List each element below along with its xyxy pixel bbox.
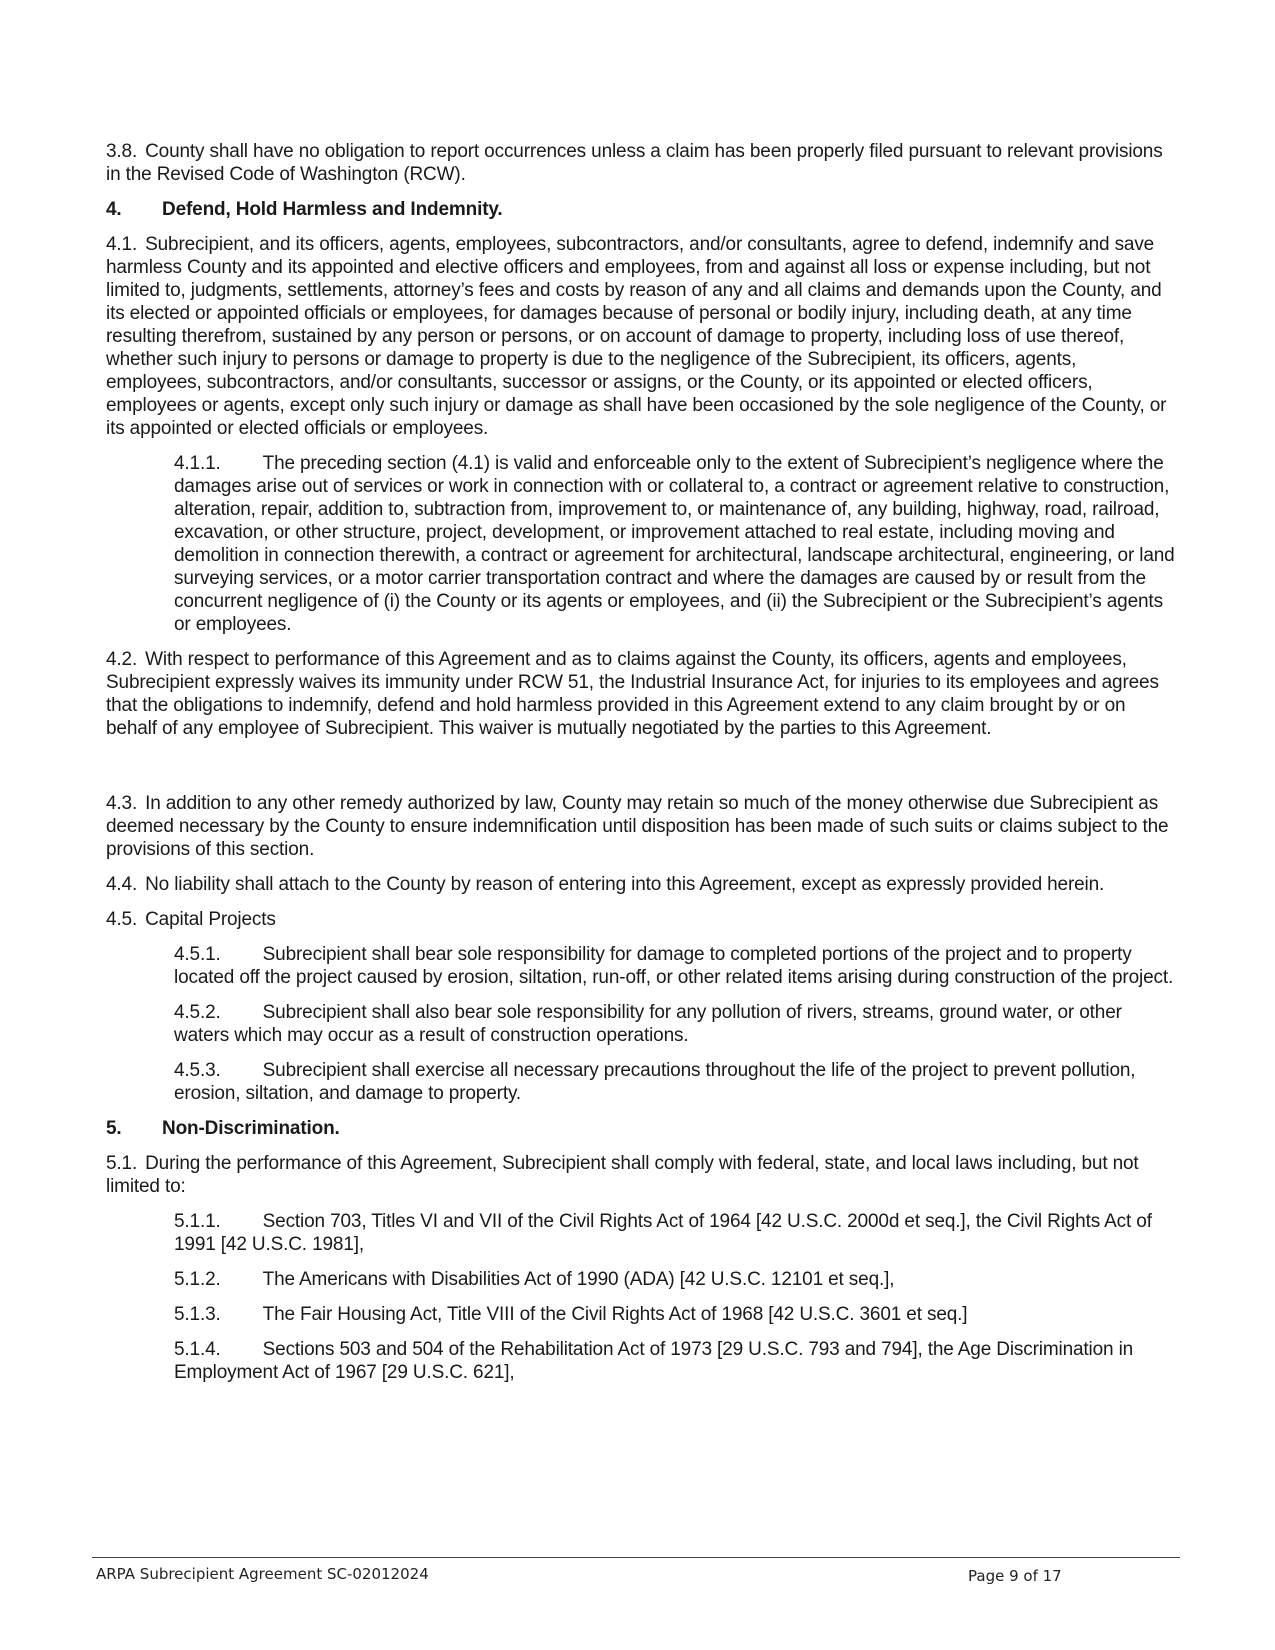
document-body [106, 140, 1176, 1396]
clause-text: During the performance of this Agreement, Subrecipient shall comply with federal, state, and local laws including, but not limited to: [106, 1153, 1139, 1197]
footer-page-number: Page 9 of 17 [968, 1567, 1062, 1585]
clause-4-1 [106, 233, 1176, 440]
clause-4-2 [106, 648, 1176, 740]
clause-number: 5.1.1. [174, 1211, 221, 1232]
clause-text: With respect to performance of this Agreement and as to claims against the County, its officers, agents and employees, Subrecipient expressly waives its immunity under RCW 51, the Industrial Insurance Act, for injuries to its employees and agrees that the obligations to indemnify, defend and hold harmless provided in this Agreement extend to any claim brought by or on behalf of any employee of Subrecipient. This waiver is mutually negotiated by the parties to this Agreement. [106, 649, 1159, 739]
section-number: 4. [106, 199, 122, 220]
clause-text: The Americans with Disabilities Act of 1990 (ADA) [42 U.S.C. 12101 et seq.], [262, 1269, 895, 1290]
clause-number: 4.3. [106, 793, 138, 814]
clause-text: Subrecipient shall bear sole responsibility for damage to completed portions of the project and to property located off the project caused by erosion, siltation, run-off, or other related items arising during construction of the project. [174, 944, 1174, 988]
clause-4-5-3 [174, 1059, 1176, 1105]
clause-4-5 [106, 908, 1176, 931]
clause-4-5-2 [174, 1001, 1176, 1047]
clause-number: 4.5. [106, 909, 138, 930]
clause-number: 3.8. [106, 141, 138, 162]
clause-text: Subrecipient shall exercise all necessary precautions throughout the life of the project to prevent pollution, erosion, siltation, and damage to property. [174, 1060, 1136, 1104]
clause-number: 5.1.3. [174, 1304, 221, 1325]
clause-text: The preceding section (4.1) is valid and enforceable only to the extent of Subrecipient’s negligence where the damages arise out of services or work in connection with or collateral to, a contract or agreement relative to construction, alteration, repair, addition to, subtraction from, improvement to, or maintenance of, any building, highway, road, railroad, excavation, or other structure, project, development, or improvement attached to real estate, including moving and demolition in connection therewith, a contract or agreement for architectural, landscape architectural, engineering, or land surveying services, or a motor carrier transportation contract and where the damages are caused by or result from the concurrent negligence of (i) the County or its agents or employees, and (ii) the Subrecipient or the Subrecipient’s agents or employees. [174, 453, 1175, 635]
footer-divider [92, 1557, 1180, 1558]
clause-number: 4.5.1. [174, 944, 221, 965]
clause-number: 4.4. [106, 874, 138, 895]
clause-number: 4.1. [106, 234, 138, 255]
clause-text: In addition to any other remedy authorized by law, County may retain so much of the money otherwise due Subrecipient as deemed necessary by the County to ensure indemnification until disposition has been made of such suits or claims subject to the provisions of this section. [106, 793, 1169, 860]
section-heading-4 [106, 198, 1176, 221]
clause-number: 4.5.2. [174, 1002, 221, 1023]
clause-number: 4.2. [106, 649, 138, 670]
clause-number: 5.1.4. [174, 1339, 221, 1360]
clause-4-5-1 [174, 943, 1176, 989]
clause-text: Sections 503 and 504 of the Rehabilitation Act of 1973 [29 U.S.C. 793 and 794], the Age Discrimination in Employment Act of 1967 [29 U.S.C. 621], [174, 1339, 1134, 1383]
section-heading-5 [106, 1117, 1176, 1140]
clause-4-4 [106, 873, 1176, 896]
section-number: 5. [106, 1118, 122, 1139]
clause-number: 4.1.1. [174, 453, 221, 474]
clause-text: The Fair Housing Act, Title VIII of the Civil Rights Act of 1968 [42 U.S.C. 3601 et seq.] [262, 1304, 968, 1325]
clause-number: 5.1. [106, 1153, 138, 1174]
clause-number: 4.5.3. [174, 1060, 221, 1081]
section-title: Non-Discrimination. [162, 1118, 340, 1139]
spacer [106, 752, 1176, 792]
clause-text: Subrecipient shall also bear sole responsibility for any pollution of rivers, streams, ground water, or other waters which may occur as a result of construction operations. [174, 1002, 1122, 1046]
clause-4-1-1 [174, 452, 1176, 636]
clause-number: 5.1.2. [174, 1269, 221, 1290]
clause-5-1-2 [174, 1268, 1176, 1291]
clause-5-1-3 [174, 1303, 1176, 1326]
clause-5-1-4 [174, 1338, 1176, 1384]
clause-text: Section 703, Titles VI and VII of the Civil Rights Act of 1964 [42 U.S.C. 2000d et seq.], the Civil Rights Act of 1991 [42 U.S.C. 1981], [174, 1211, 1152, 1255]
clause-text: No liability shall attach to the County by reason of entering into this Agreement, except as expressly provided herein. [145, 874, 1105, 895]
clause-text: Capital Projects [145, 909, 276, 930]
clause-4-3 [106, 792, 1176, 861]
footer-document-id: ARPA Subrecipient Agreement SC-02012024 [96, 1565, 429, 1583]
clause-3-8 [106, 140, 1176, 186]
clause-5-1-1 [174, 1210, 1176, 1256]
clause-text: County shall have no obligation to report occurrences unless a claim has been properly filed pursuant to relevant provisions in the Revised Code of Washington (RCW). [106, 141, 1163, 185]
clause-5-1 [106, 1152, 1176, 1198]
section-title: Defend, Hold Harmless and Indemnity. [162, 199, 503, 220]
clause-text: Subrecipient, and its officers, agents, employees, subcontractors, and/or consultants, agree to defend, indemnify and save harmless County and its appointed and elective officers and employees, from and against all loss or expense including, but not limited to, judgments, settlements, attorney’s fees and costs by reason of any and all claims and demands upon the County, and its elected or appointed officials or employees, for damages because of personal or bodily injury, including death, at any time resulting therefrom, sustained by any person or persons, or on account of damage to property, including loss of use thereof, whether such injury to persons or damage to property is due to the negligence of the Subrecipient, its officers, agents, employees, subcontractors, and/or consultants, successor or assigns, or the County, or its appointed or elected officers, employees or agents, except only such injury or damage as shall have been occasioned by the sole negligence of the County, or its appointed or elected officials or employees. [106, 234, 1167, 439]
